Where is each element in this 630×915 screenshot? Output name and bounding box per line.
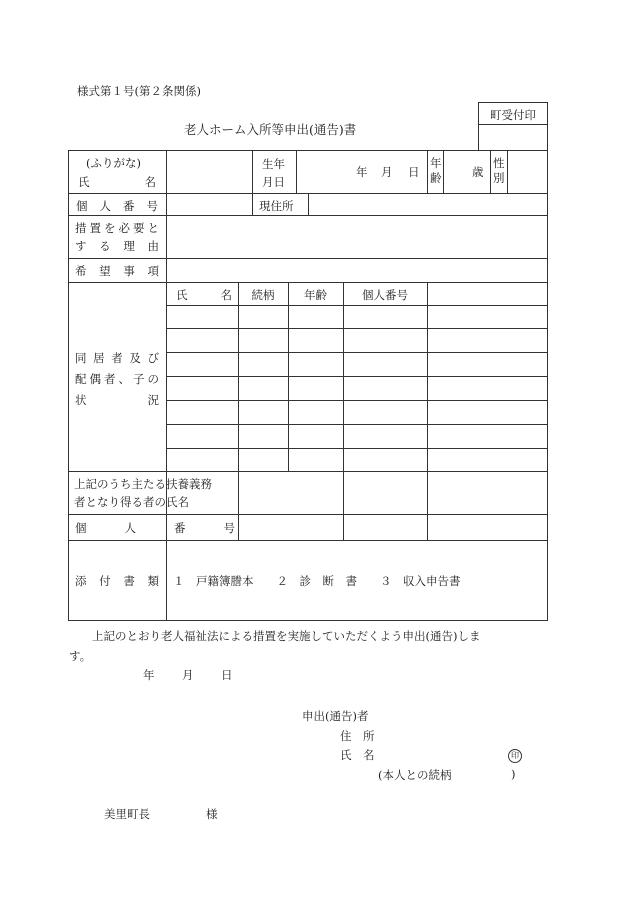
personal-number-field[interactable] (168, 195, 250, 214)
sex-field[interactable] (509, 152, 546, 192)
relation-label: (本人との続柄 (378, 768, 452, 782)
cohabitant-label-3: 状 況 (75, 393, 159, 407)
wish-label: 希 望 事 項 (75, 264, 159, 278)
sex-label-2: 別 (493, 171, 505, 185)
form-number: 様式第１号(第２条関係) (77, 84, 201, 98)
col-header-name: 氏 名 (176, 288, 232, 302)
col-header-age: 年齢 (304, 288, 327, 302)
age-unit: 歳 (472, 165, 484, 179)
reason-label: 措 置 を 必 要 と (75, 221, 159, 235)
form-title: 老人ホーム入所等申出(通告)書 (184, 122, 357, 137)
attachments-label: 添 付 書 類 (75, 574, 159, 588)
furigana-label: (ふりがな) (86, 156, 141, 170)
office-stamp-label: 町受付印 (490, 108, 536, 122)
supporter-number-label: 個 人 番 号 (75, 521, 235, 535)
date-day: 日 (221, 668, 233, 682)
sex-label: 性 (493, 156, 505, 170)
cohabitant-label-2: 配 偶 者 、 子 の (75, 372, 159, 386)
addressee: 美里町長 (104, 807, 150, 821)
personal-number-label: 個 人 番 号 (76, 199, 158, 213)
name-field[interactable] (168, 152, 250, 192)
supporter-label-2: 者 と な り 得 る 者 の 氏 名 (74, 495, 189, 509)
reason-label-2: す る 理 由 (75, 239, 159, 253)
office-stamp-area[interactable] (480, 126, 546, 148)
reason-field[interactable] (168, 217, 546, 257)
age-label: 年 (430, 156, 442, 170)
birth-day-unit: 日 (408, 165, 420, 179)
date-year: 年 (143, 668, 155, 682)
col-header-relation: 続柄 (251, 288, 275, 302)
birth-year-unit: 年 (356, 165, 368, 179)
date-month: 月 (182, 668, 194, 682)
address-field[interactable] (310, 195, 546, 214)
birth-label: 生年 (262, 157, 285, 171)
signatory-heading: 申出(通告)者 (302, 709, 369, 723)
birth-label-2: 月日 (262, 175, 285, 189)
birth-month-unit: 月 (381, 165, 393, 179)
honorific: 様 (206, 807, 218, 821)
statement-text-2: す。 (69, 649, 92, 663)
address-label: 現住所 (259, 199, 294, 213)
signatory-name-label: 氏 名 (340, 748, 375, 762)
age-label-2: 齢 (430, 171, 442, 185)
statement-text: 上記のとおり老人福祉法による措置を実施していただくよう申出(通告)しま (92, 629, 481, 643)
cohabitant-label: 同 居 者 及 び (75, 351, 159, 365)
signatory-address-label: 住 所 (340, 729, 375, 743)
relation-close: ) (511, 767, 516, 781)
seal-mark: 印 (508, 747, 522, 763)
col-header-number: 個人番号 (362, 288, 408, 302)
supporter-label: 上 記 の う ち 主 た る 扶 養 義 務 (74, 477, 212, 491)
wish-field[interactable] (168, 260, 546, 281)
attachments-items: １ 戸籍簿謄本 ２ 診 断 書 ３ 収入申告書 (173, 574, 461, 588)
name-label: 氏 名 (78, 175, 156, 189)
